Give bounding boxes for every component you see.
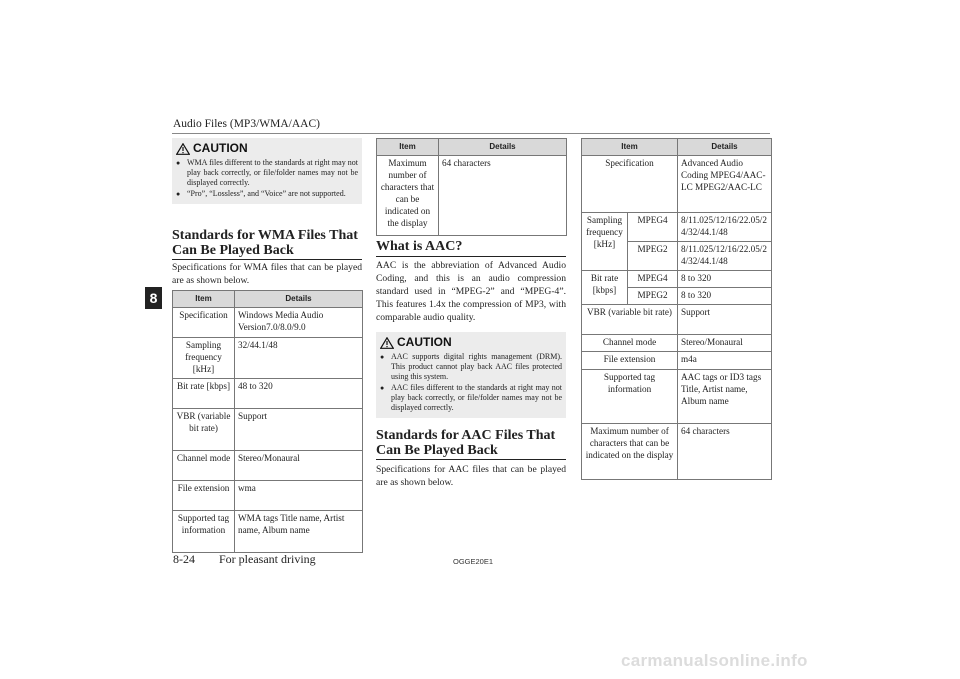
table-row: Sampling frequency [kHz] MPEG4 8/11.025/12/16/22.05/24/32/44.1/48 (582, 213, 772, 242)
table-row: Maximum number of characters that can be indicated on the display 64 characters (377, 156, 567, 236)
column-header-item: Item (173, 291, 235, 308)
column-header-details: Details (678, 139, 772, 156)
warning-icon (380, 337, 394, 349)
display-chars-table (376, 138, 567, 236)
column-header-item: Item (582, 139, 678, 156)
column-header-details: Details (235, 291, 363, 308)
table-row: Specification Windows Media Audio Version7.0/8.0/9.0 (173, 308, 363, 338)
page-header-title: Audio Files (MP3/WMA/AAC) (173, 118, 320, 130)
bullet-icon: ● (176, 159, 181, 167)
caution-item: ● AAC supports digital rights management (DRM). This product cannot play back AAC files protected using this system. (380, 352, 562, 381)
aac-table (581, 138, 772, 480)
table-row: Channel mode Stereo/Monaural (582, 335, 772, 352)
column-header-details: Details (439, 139, 567, 156)
footer-page-info (173, 552, 316, 567)
table-row: MPEG2 8 to 320 (582, 288, 772, 305)
table-row: VBR (variable bit rate) Support (582, 305, 772, 335)
table-row: Bit rate [kbps] 48 to 320 (173, 378, 363, 408)
table-row: VBR (variable bit rate) Support (173, 408, 363, 450)
table-row: Supported tag information AAC tags or ID3 tags Title, Artist name, Album name (582, 370, 772, 424)
table-row: Maximum number of characters that can be indicated on the display 64 characters (582, 424, 772, 480)
document-code: OGGE20E1 (453, 557, 494, 566)
bullet-icon: ● (176, 190, 181, 198)
table-row: Channel mode Stereo/Monaural (173, 450, 363, 480)
warning-icon (176, 143, 190, 155)
caution-box-aac (376, 332, 566, 418)
footer-section-title: For pleasant driving (219, 552, 316, 566)
bullet-icon: ● (380, 384, 385, 392)
table-row: Specification Advanced Audio Coding MPEG4/AAC-LC MPEG2/AAC-LC (582, 156, 772, 213)
table-row: Supported tag information WMA tags Title name, Artist name, Album name (173, 510, 363, 552)
table-row: Sampling frequency [kHz] 32/44.1/48 (173, 338, 363, 379)
caution-title: CAUTION (380, 335, 562, 350)
chapter-tab: 8 (145, 287, 162, 309)
table-row: File extension wma (173, 480, 363, 510)
aac-intro: Specifications for AAC files that can be played are as shown below. (376, 464, 566, 488)
wma-table (172, 290, 363, 553)
aac-standards-heading: Standards for AAC Files That Can Be Played Back (376, 429, 566, 460)
column-header-item: Item (377, 139, 439, 156)
caution-box-wma (172, 138, 362, 204)
what-is-aac-text: AAC is the abbreviation of Advanced Audio Coding, and this is an audio compression standard used in “MPEG-2” and “MPEG-4”. This features 1.4x the compression of MP3, with comparable audio quality. (376, 260, 566, 323)
table-row: File extension m4a (582, 352, 772, 370)
wma-standards-heading: Standards for WMA Files That Can Be Played Back (172, 229, 362, 260)
what-is-aac-heading: What is AAC? (376, 240, 566, 257)
caution-item: ● AAC files different to the standards at right may not play back correctly, or file/folder names may not be displayed correctly. (380, 383, 562, 412)
header-divider (172, 133, 770, 134)
watermark: carmanualsonline.info (621, 651, 808, 670)
caution-title: CAUTION (176, 141, 358, 156)
bullet-icon: ● (380, 353, 385, 361)
wma-intro: Specifications for WMA files that can be played are as shown below. (172, 262, 362, 286)
caution-item: ● WMA files different to the standards at right may not play back correctly, or file/folder names may not be displayed correctly. (176, 158, 358, 187)
page-number: 8-24 (173, 552, 195, 566)
table-row: MPEG2 8/11.025/12/16/22.05/24/32/44.1/48 (582, 242, 772, 271)
caution-item: ● “Pro”, “Lossless”, and “Voice” are not supported. (176, 189, 346, 198)
table-row: Bit rate [kbps] MPEG4 8 to 320 (582, 271, 772, 288)
